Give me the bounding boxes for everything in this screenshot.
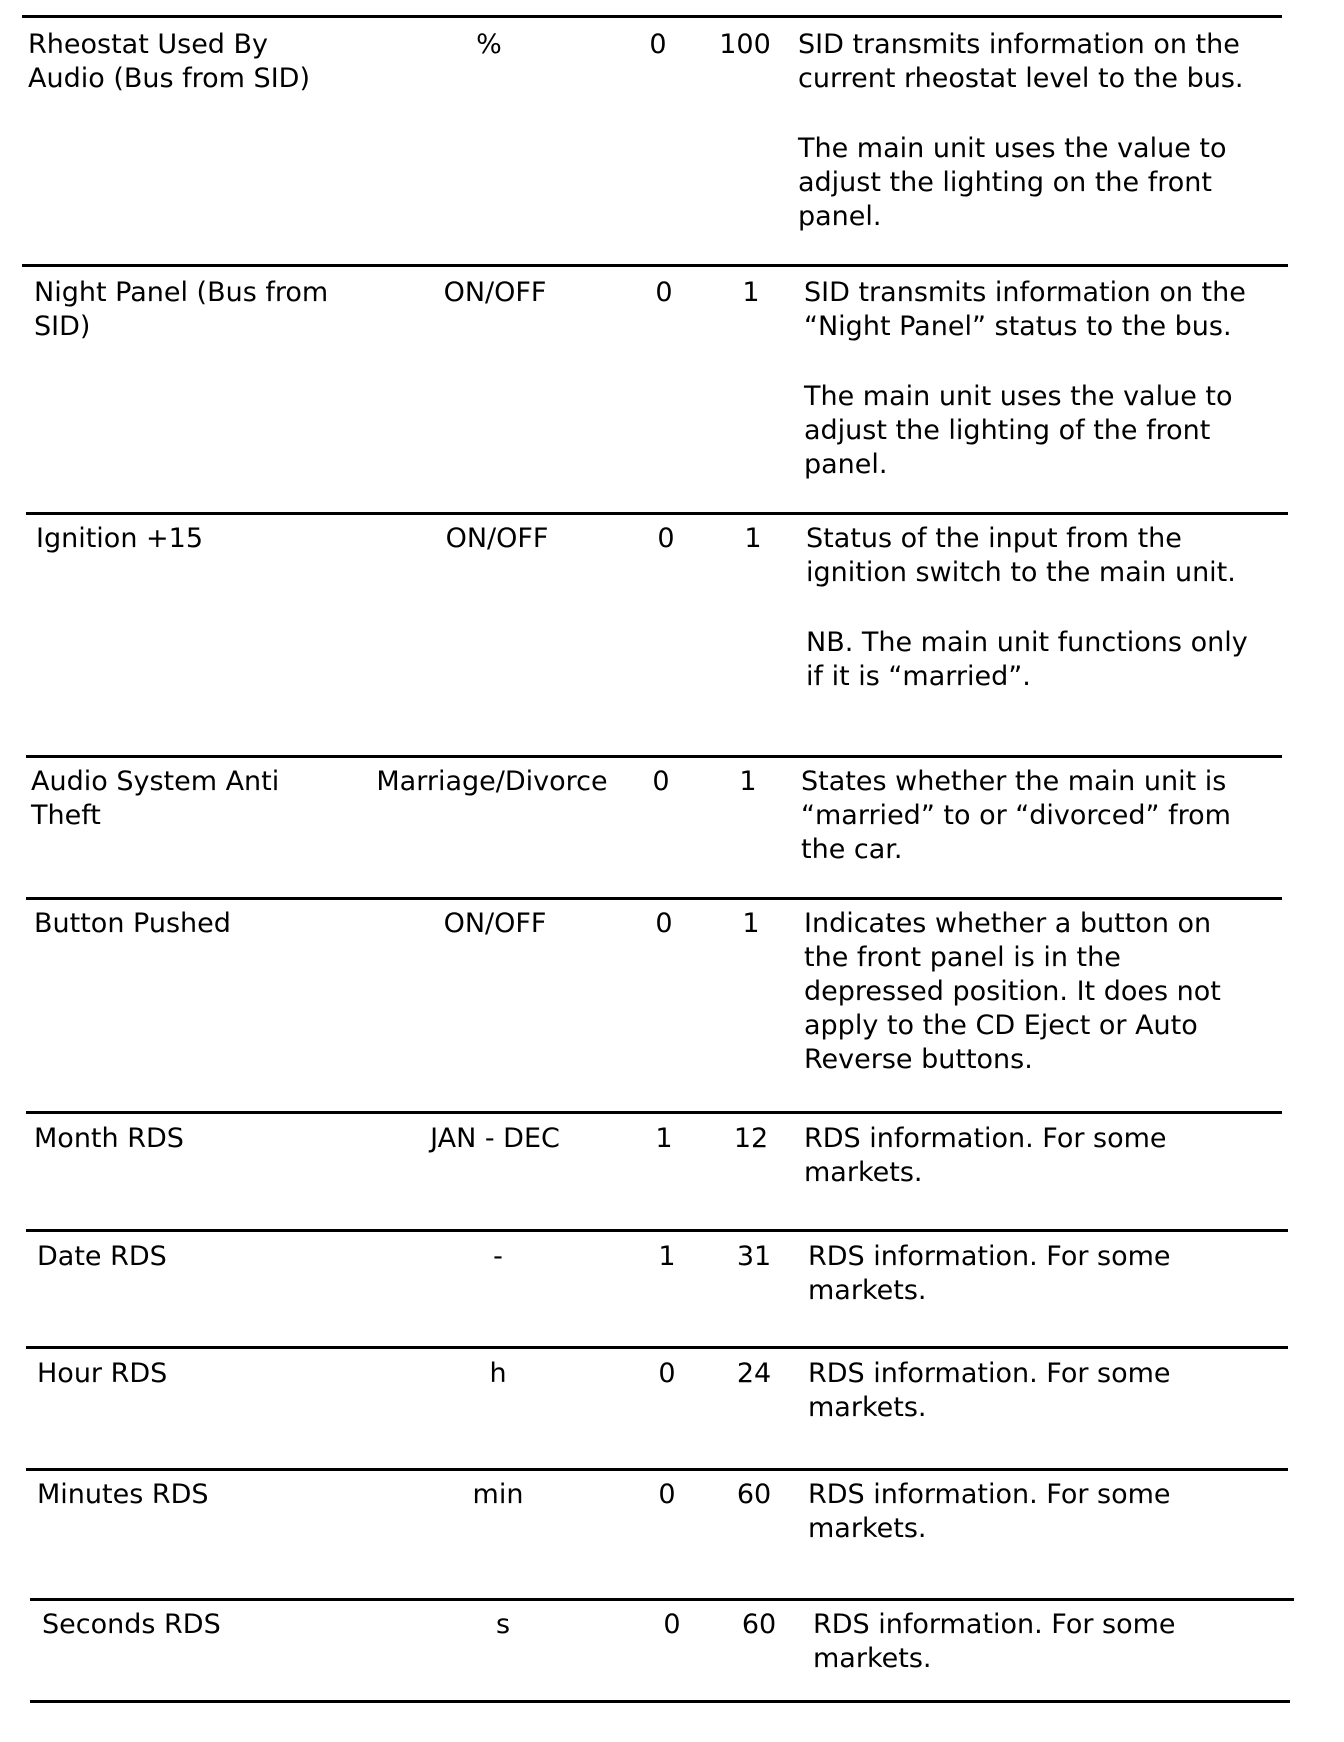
- unit-cell: ON/OFF: [443, 277, 547, 308]
- min-value: 0: [655, 908, 673, 939]
- description-cell: [813, 1608, 1176, 1676]
- row-divider: [22, 15, 1282, 18]
- description-line: RDS information. For some: [813, 1609, 1176, 1640]
- description-paragraph: [798, 132, 1244, 234]
- description-paragraph: [804, 907, 1221, 1077]
- min-value: 0: [649, 29, 667, 60]
- description-cell: [808, 1478, 1171, 1546]
- description-paragraph: [808, 1240, 1171, 1308]
- unit-cell: %: [476, 29, 502, 60]
- parameter-name: [31, 765, 279, 833]
- description-paragraph: [813, 1608, 1176, 1676]
- unit-cell: min: [472, 1479, 524, 1510]
- description-line: SID transmits information on the: [798, 29, 1240, 60]
- description-line: markets.: [804, 1157, 923, 1188]
- description-cell: [804, 1122, 1167, 1190]
- description-line: States whether the main unit is: [801, 766, 1227, 797]
- parameter-name: [34, 276, 328, 344]
- max-value: 1: [744, 523, 762, 554]
- parameter-name-line: Minutes RDS: [37, 1479, 209, 1510]
- description-line: if it is “married”.: [806, 661, 1031, 692]
- description-line: current rheostat level to the bus.: [798, 63, 1244, 94]
- max-value: 60: [741, 1609, 777, 1640]
- description-paragraph: [804, 1122, 1167, 1190]
- description-cell: [798, 28, 1244, 234]
- max-value: 1: [742, 908, 760, 939]
- description-cell: [801, 765, 1231, 867]
- min-value: 0: [657, 523, 675, 554]
- parameter-name: [36, 522, 203, 556]
- max-value: 1: [739, 766, 757, 797]
- min-value: 0: [655, 277, 673, 308]
- min-value: 0: [658, 1479, 676, 1510]
- description-line: RDS information. For some: [808, 1241, 1171, 1272]
- description-cell: [808, 1240, 1171, 1308]
- description-line: depressed position. It does not: [804, 976, 1221, 1007]
- max-value: 60: [736, 1479, 772, 1510]
- row-divider: [26, 755, 1282, 758]
- parameter-name: [34, 1122, 184, 1156]
- parameter-name-line: Button Pushed: [34, 908, 231, 939]
- description-line: “Night Panel” status to the bus.: [804, 311, 1232, 342]
- unit-cell: JAN - DEC: [430, 1123, 560, 1154]
- parameter-name-line: SID): [34, 311, 91, 342]
- parameter-name-line: Audio (Bus from SID): [28, 63, 310, 94]
- description-line: the front panel is in the: [804, 942, 1121, 973]
- parameter-name-line: Seconds RDS: [42, 1609, 221, 1640]
- description-paragraph: [801, 765, 1231, 867]
- description-line: markets.: [808, 1513, 927, 1544]
- min-value: 0: [652, 766, 670, 797]
- row-divider: [26, 897, 1282, 900]
- description-paragraph: [808, 1478, 1171, 1546]
- parameter-name-line: Audio System Anti: [31, 766, 280, 797]
- description-line: Indicates whether a button on: [804, 908, 1212, 939]
- description-cell: [804, 907, 1221, 1077]
- max-value: 1: [742, 277, 760, 308]
- parameter-name-line: Theft: [31, 800, 101, 831]
- parameter-name-line: Ignition +15: [36, 523, 203, 554]
- max-value: 31: [736, 1241, 772, 1272]
- description-line: “married” to or “divorced” from: [801, 800, 1231, 831]
- unit-cell: -: [493, 1241, 503, 1272]
- parameter-name: [37, 1240, 167, 1274]
- unit-cell: h: [489, 1358, 507, 1389]
- parameter-name: [34, 907, 231, 941]
- description-cell: [808, 1357, 1171, 1425]
- description-line: ignition switch to the main unit.: [806, 557, 1236, 588]
- description-line: the car.: [801, 834, 903, 865]
- description-line: The main unit uses the value to: [798, 133, 1227, 164]
- description-line: The main unit uses the value to: [804, 381, 1233, 412]
- row-divider: [26, 1468, 1288, 1471]
- parameter-name-line: Rheostat Used By: [28, 29, 269, 60]
- description-paragraph: [798, 28, 1244, 96]
- max-value: 24: [736, 1358, 772, 1389]
- description-line: adjust the lighting of the front: [804, 415, 1211, 446]
- description-line: SID transmits information on the: [804, 277, 1246, 308]
- description-line: NB. The main unit functions only: [806, 627, 1248, 658]
- row-divider: [26, 1111, 1282, 1114]
- description-paragraph: [806, 522, 1248, 590]
- description-line: markets.: [808, 1392, 927, 1423]
- parameter-name-line: Night Panel (Bus from: [34, 277, 329, 308]
- parameter-name-line: Date RDS: [37, 1241, 167, 1272]
- min-value: 0: [663, 1609, 681, 1640]
- description-line: adjust the lighting on the front: [798, 167, 1212, 198]
- unit-cell: ON/OFF: [445, 523, 549, 554]
- description-paragraph: [804, 276, 1246, 344]
- unit-cell: ON/OFF: [443, 908, 547, 939]
- description-line: panel.: [798, 201, 882, 232]
- description-line: RDS information. For some: [804, 1123, 1167, 1154]
- row-divider: [26, 1229, 1288, 1232]
- row-divider: [26, 1346, 1288, 1349]
- parameter-name: [37, 1357, 167, 1391]
- description-line: markets.: [813, 1643, 932, 1674]
- min-value: 1: [655, 1123, 673, 1154]
- min-value: 1: [658, 1241, 676, 1272]
- description-paragraph: [806, 626, 1248, 694]
- description-paragraph: [808, 1357, 1171, 1425]
- description-line: panel.: [804, 449, 888, 480]
- description-cell: [804, 276, 1246, 482]
- parameter-name: [28, 28, 310, 96]
- description-line: markets.: [808, 1275, 927, 1306]
- description-line: Reverse buttons.: [804, 1044, 1033, 1075]
- description-line: RDS information. For some: [808, 1479, 1171, 1510]
- max-value: 100: [719, 29, 771, 60]
- row-divider: [30, 1700, 1290, 1703]
- parameter-name-line: Hour RDS: [37, 1358, 168, 1389]
- min-value: 0: [658, 1358, 676, 1389]
- description-paragraph: [804, 380, 1246, 482]
- description-line: apply to the CD Eject or Auto: [804, 1010, 1198, 1041]
- row-divider: [30, 1598, 1294, 1601]
- parameter-name: [37, 1478, 209, 1512]
- parameter-name: [42, 1608, 221, 1642]
- parameter-name-line: Month RDS: [34, 1123, 184, 1154]
- row-divider: [26, 512, 1288, 515]
- row-divider: [22, 264, 1288, 267]
- description-cell: [806, 522, 1248, 694]
- unit-cell: s: [495, 1609, 511, 1640]
- max-value: 12: [733, 1123, 769, 1154]
- unit-cell: Marriage/Divorce: [376, 766, 608, 797]
- description-line: RDS information. For some: [808, 1358, 1171, 1389]
- description-line: Status of the input from the: [806, 523, 1182, 554]
